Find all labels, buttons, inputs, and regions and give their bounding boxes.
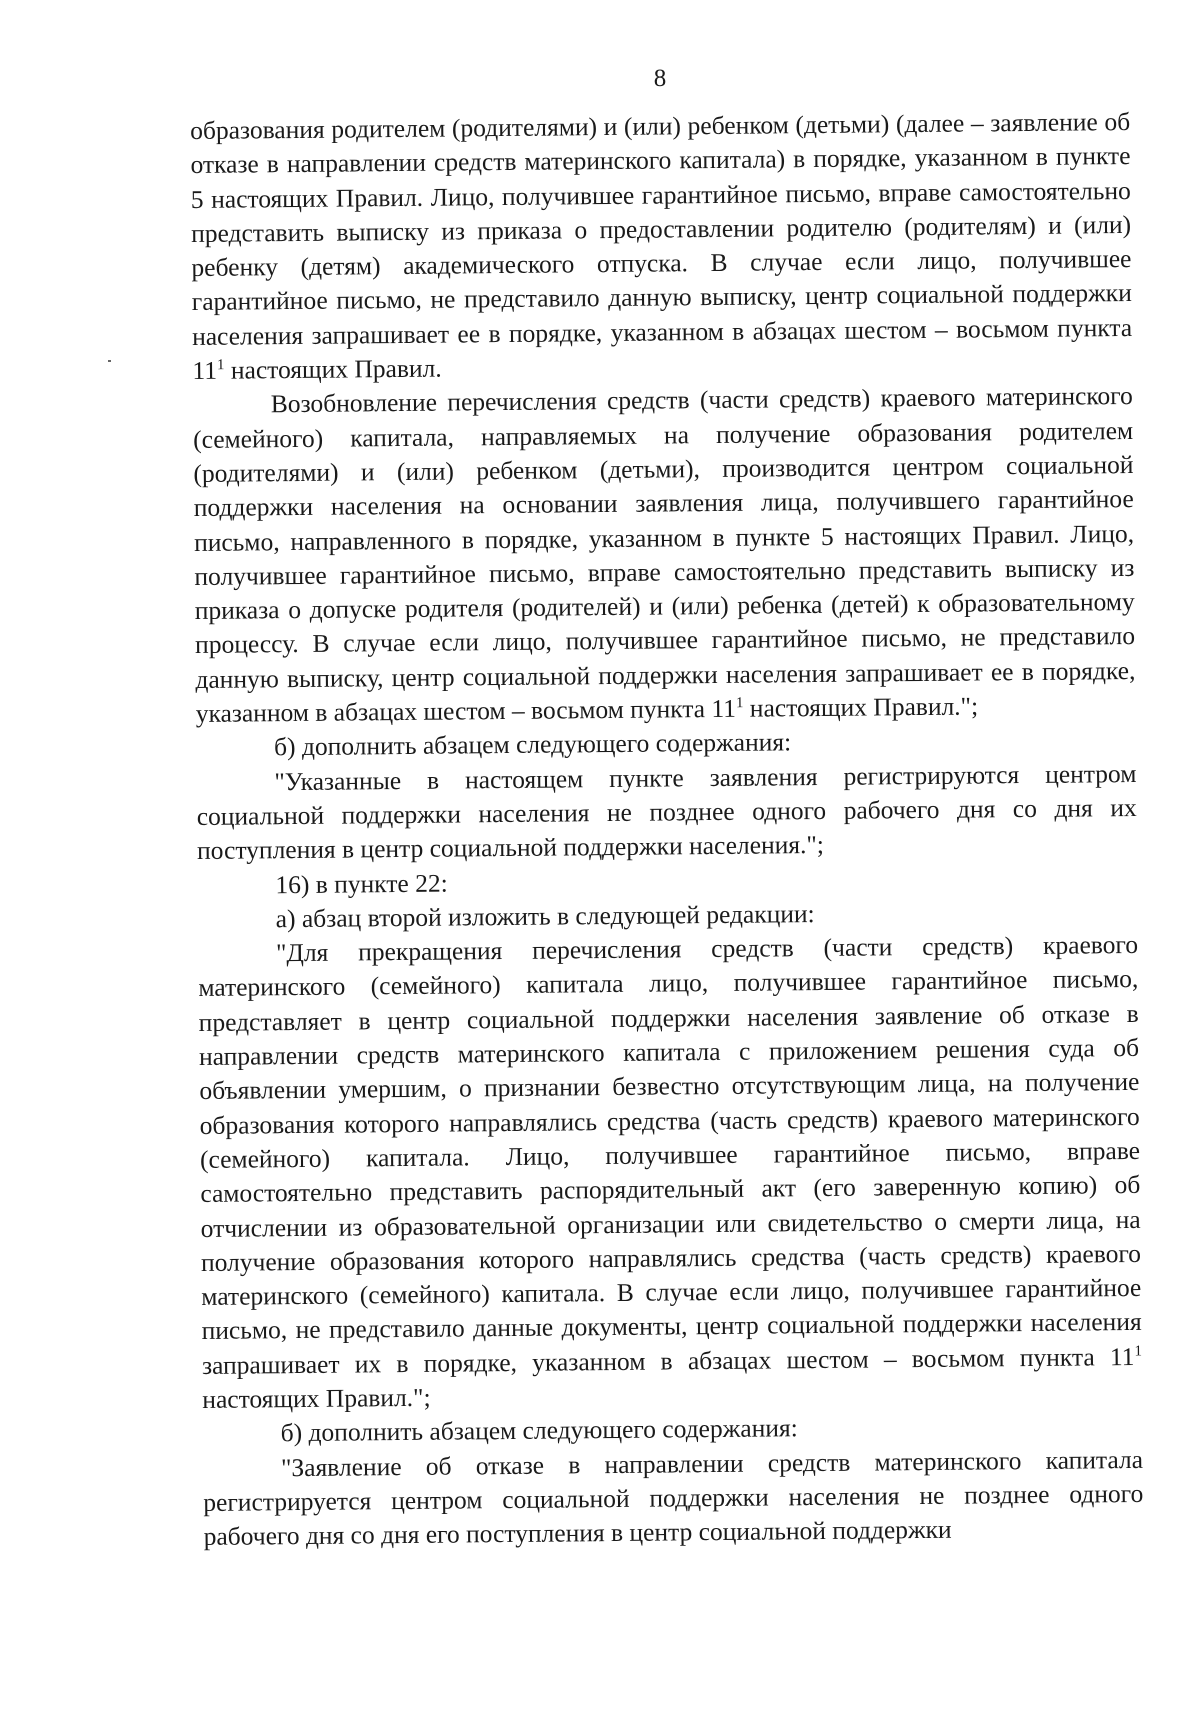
- superscript: 1: [735, 695, 744, 712]
- paragraph-text: образования родителем (родителями) и (или) ребенком (детьми) (далее – заявление об отказе в направлении средств материнского капитала) в порядке, указанном в пункте 5 настоящих Правил. Лицо, получившее гарантийное письмо, вправе самостоятельно представить выписку из приказа о предоставлении родителю (родителям) и (или) ребенку (детям) академического отпуска. В случае если лицо, получившее гарантийное письмо, не представило данную выписку, центр социальной поддержки населения запрашивает ее в порядке, указанном в абзацах шестом – восьмом пункта 11: [190, 106, 1133, 386]
- paragraph-text: б) дополнить абзацем следующего содержания:: [280, 1413, 798, 1448]
- paragraph: [196, 757, 1137, 869]
- paragraph-text-tail: настоящих Правил.: [224, 353, 442, 385]
- paragraph-text: "Для прекращения перечисления средств (части средств) краевого материнского (семейного) капитала лицо, получившее гарантийное письмо, представляет в центр социальной поддержки населения заявление об отказе в направлении средств материнского капитала с приложением решения суда об объявлении умершим, о признании безвестно отсутствующим лица, на получение образования которого направлялись средства (часть средств) краевого материнского (семейного) капитала. Лицо, получившее гарантийное письмо, вправе самостоятельно представить распорядительный акт (его заверенную копию) об отчислении из образовательной организации или свидетельство о смерти лица, на получение образования которого направлялись средства (часть средств) краевого материнского (семейного) капитала. В случае если лицо, получившее гарантийное письмо, не представило данные документы, центр социальной поддержки населения запрашивает их в порядке, указанном в абзацах шестом – восьмом пункта 11: [198, 930, 1142, 1380]
- paragraph: [193, 379, 1136, 731]
- paragraph: [190, 105, 1133, 388]
- paragraph: [203, 1442, 1144, 1554]
- page-number: 8: [653, 65, 667, 92]
- paragraph-text: "Указанные в настоящем пункте заявления регистрируются центром социальной поддержки населения не позднее одного рабочего дня со дня их поступления в центр социальной поддержки населения.";: [196, 758, 1137, 866]
- body-text: [190, 105, 1144, 1554]
- paragraph-text: "Заявление об отказе в направлении средств материнского капитала регистрируется центром социальной поддержки населения не позднее одного рабочего дня со дня его поступления в центр социальной поддержки: [203, 1444, 1144, 1552]
- paragraph-text: 16) в пункте 22:: [275, 868, 448, 899]
- paragraph-text-tail: настоящих Правил.";: [202, 1382, 431, 1414]
- superscript: 1: [1134, 1343, 1142, 1360]
- paragraph-text: а) абзац второй изложить в следующей редакции:: [275, 898, 815, 934]
- scan-speck: [108, 360, 111, 362]
- paragraph-text-tail: настоящих Правил.";: [743, 691, 979, 723]
- paragraph-text: б) дополнить абзацем следующего содержания:: [273, 727, 792, 762]
- paragraph-text: Возобновление перечисления средств (части средств) краевого материнского (семейного) капитала, направляемых на получение образования родителем (родителями) и (или) ребенком (детьми), производится центром социальной поддержки населения на основании заявления лица, получившего гарантийное письмо, направленного в порядке, указанном в пункте 5 настоящих Правил. Лицо, получившее гарантийное письмо, вправе самостоятельно представить выписку из приказа о допуске родителя (родителей) и (или) ребенка (детей) к образовательному процессу. В случае если лицо, получившее гарантийное письмо, не представило данную выписку, центр социальной поддержки населения запрашивает ее в порядке, указанном в абзацах шестом – восьмом пункта 11: [192, 381, 1136, 729]
- paragraph: [198, 928, 1143, 1417]
- superscript: 1: [216, 357, 225, 374]
